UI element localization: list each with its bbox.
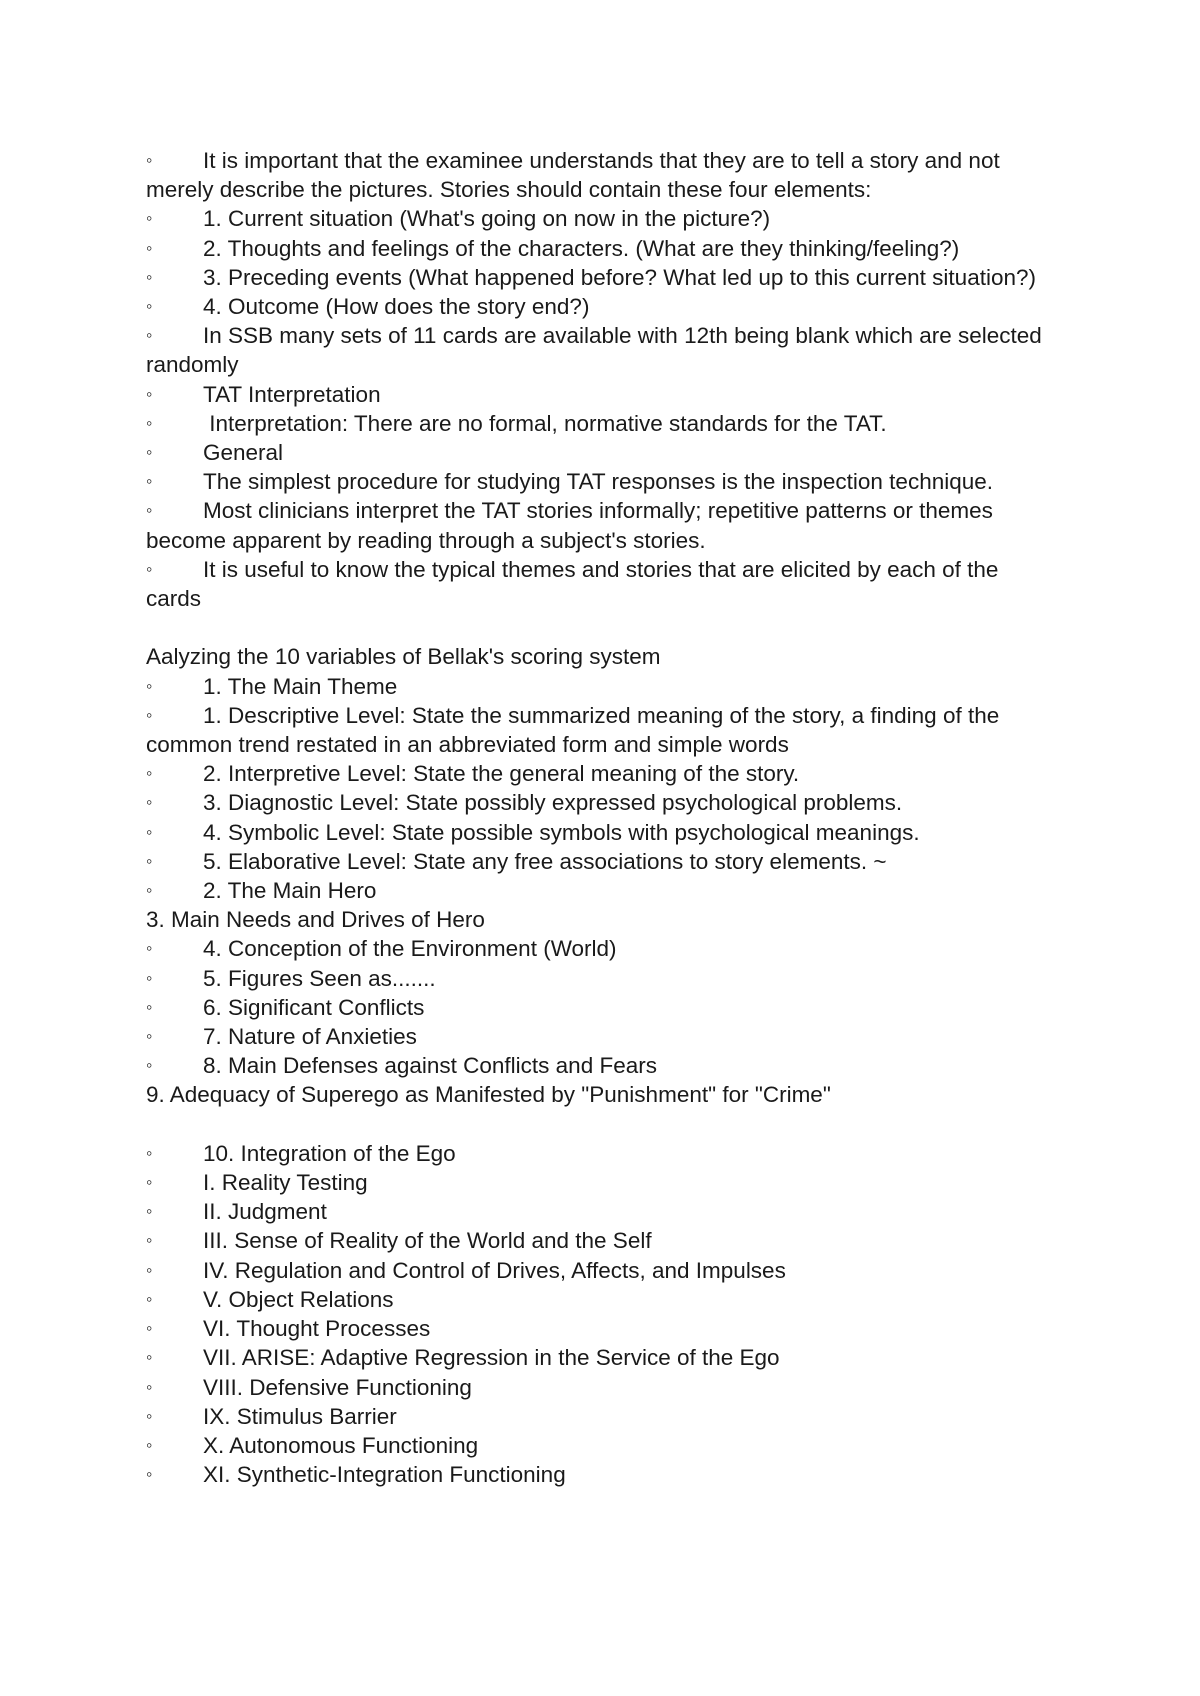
- line-text: I. Reality Testing: [203, 1170, 368, 1196]
- bullet-item: [146, 1226, 1046, 1255]
- bullet-marker: ◦: [146, 266, 153, 287]
- line-text: II. Judgment: [203, 1199, 327, 1225]
- bullet-marker: ◦: [146, 1405, 153, 1426]
- bullet-item: [146, 788, 1046, 817]
- bullet-item: [146, 1168, 1046, 1197]
- line-text: 3. Main Needs and Drives of Hero: [146, 907, 485, 933]
- bullet-marker: ◦: [146, 938, 153, 959]
- line-text: X. Autonomous Functioning: [203, 1432, 479, 1458]
- bullet-item: [146, 1431, 1046, 1460]
- bullet-marker: ◦: [146, 1142, 153, 1163]
- line-text: The simplest procedure for studying TAT responses is the inspection technique.: [203, 469, 994, 495]
- bullet-item: [146, 934, 1046, 963]
- line-text: General: [203, 440, 284, 466]
- line-text: IV. Regulation and Control of Drives, Affects, and Impulses: [203, 1257, 786, 1283]
- line-text: 2. Thoughts and feelings of the characters. (What are they thinking/feeling?): [203, 235, 960, 261]
- blank-line: [146, 613, 1046, 642]
- bullet-item: [146, 1256, 1046, 1285]
- bullet-item: [146, 234, 1046, 263]
- bullet-marker: ◦: [146, 383, 153, 404]
- bullet-item: [146, 1460, 1046, 1489]
- line-text: 1. The Main Theme: [203, 673, 398, 699]
- bullet-item: [146, 380, 1046, 409]
- bullet-marker: ◦: [146, 558, 153, 579]
- bullet-marker: ◦: [146, 1259, 153, 1280]
- line-text: 1. Current situation (What's going on now in the picture?): [203, 206, 771, 232]
- bullet-marker: ◦: [146, 150, 153, 170]
- line-text: Aalyzing the 10 variables of Bellak's scoring system: [146, 644, 661, 670]
- bullet-item: [146, 146, 1046, 204]
- bullet-item: [146, 1022, 1046, 1051]
- bullet-item: [146, 1373, 1046, 1402]
- bullet-item: [146, 409, 1046, 438]
- bullet-item: [146, 1197, 1046, 1226]
- line-text: 10. Integration of the Ego: [203, 1140, 456, 1166]
- bullet-item: [146, 1139, 1046, 1168]
- bullet-item: [146, 263, 1046, 292]
- bullet-marker: ◦: [146, 704, 153, 725]
- line-text: 9. Adequacy of Superego as Manifested by "Punishment" for "Crime": [146, 1082, 831, 1108]
- bullet-item: [146, 1343, 1046, 1372]
- bullet-marker: ◦: [146, 442, 153, 463]
- bullet-item: [146, 1314, 1046, 1343]
- text-line: [146, 905, 1046, 934]
- bullet-marker: ◦: [146, 1288, 153, 1309]
- text-line: [146, 1080, 1046, 1109]
- bullet-item: [146, 672, 1046, 701]
- bullet-marker: ◦: [146, 1347, 153, 1368]
- bullet-item: [146, 1402, 1046, 1431]
- line-text: It is important that the examinee understands that they are to tell a story and not merely describe the pictures. Stories should contain these four elements:: [146, 148, 1006, 203]
- line-text: 5. Figures Seen as.......: [203, 965, 436, 991]
- bullet-item: [146, 701, 1046, 759]
- line-text: 2. The Main Hero: [203, 878, 377, 904]
- bullet-item: [146, 1285, 1046, 1314]
- line-text: 7. Nature of Anxieties: [203, 1024, 417, 1050]
- bullet-marker: ◦: [146, 471, 153, 492]
- bullet-marker: ◦: [146, 792, 153, 813]
- bullet-item: [146, 292, 1046, 321]
- bullet-marker: ◦: [146, 880, 153, 901]
- bullet-item: [146, 818, 1046, 847]
- bullet-marker: ◦: [146, 1464, 153, 1485]
- line-text: 5. Elaborative Level: State any free associations to story elements. ~: [203, 848, 887, 874]
- bullet-item: [146, 555, 1046, 613]
- line-text: Most clinicians interpret the TAT stories informally; repetitive patterns or themes become apparent by reading through a subject's stories.: [146, 498, 1000, 553]
- bullet-item: [146, 876, 1046, 905]
- bullet-item: [146, 204, 1046, 233]
- bullet-marker: ◦: [146, 208, 153, 229]
- line-text: Interpretation: There are no formal, normative standards for the TAT.: [203, 410, 887, 436]
- line-text: 8. Main Defenses against Conflicts and Fears: [203, 1053, 657, 1079]
- bullet-item: [146, 759, 1046, 788]
- line-text: 4. Outcome (How does the story end?): [203, 294, 590, 320]
- bullet-marker: ◦: [146, 1376, 153, 1397]
- line-text: V. Object Relations: [203, 1286, 394, 1312]
- bullet-marker: ◦: [146, 1318, 153, 1339]
- blank-line: [146, 1110, 1046, 1139]
- line-text: VII. ARISE: Adaptive Regression in the Service of the Ego: [203, 1345, 780, 1371]
- bullet-marker: ◦: [146, 821, 153, 842]
- line-text: In SSB many sets of 11 cards are available with 12th being blank which are selected randomly: [146, 323, 1049, 378]
- bullet-item: [146, 467, 1046, 496]
- bullet-marker: ◦: [146, 1055, 153, 1076]
- text-line: [146, 642, 1046, 671]
- bullet-item: [146, 1051, 1046, 1080]
- document-body: [146, 146, 1049, 1489]
- bullet-marker: ◦: [146, 412, 153, 433]
- bullet-item: [146, 847, 1046, 876]
- line-text: It is useful to know the typical themes and stories that are elicited by each of the cards: [146, 556, 1005, 612]
- bullet-marker: ◦: [146, 296, 153, 317]
- bullet-marker: ◦: [146, 1434, 153, 1455]
- bullet-item: [146, 438, 1046, 467]
- bullet-marker: ◦: [146, 1172, 153, 1193]
- line-text: 6. Significant Conflicts: [203, 994, 425, 1020]
- line-text: III. Sense of Reality of the World and the Self: [203, 1228, 652, 1254]
- bullet-item: [146, 496, 1046, 554]
- bullet-marker: ◦: [146, 1230, 153, 1251]
- bullet-marker: ◦: [146, 850, 153, 871]
- bullet-marker: ◦: [146, 763, 153, 784]
- bullet-marker: ◦: [146, 237, 153, 258]
- bullet-item: [146, 321, 1049, 379]
- bullet-marker: ◦: [146, 1026, 153, 1047]
- line-text: 4. Conception of the Environment (World): [203, 936, 617, 962]
- bullet-marker: ◦: [146, 675, 153, 696]
- line-text: 3. Diagnostic Level: State possibly expressed psychological problems.: [203, 790, 903, 816]
- bullet-marker: ◦: [146, 1201, 153, 1222]
- line-text: 2. Interpretive Level: State the general meaning of the story.: [203, 761, 800, 787]
- bullet-item: [146, 993, 1046, 1022]
- bullet-item: [146, 964, 1046, 993]
- line-text: TAT Interpretation: [203, 381, 381, 407]
- bullet-marker: ◦: [146, 325, 153, 346]
- line-text: VI. Thought Processes: [203, 1316, 431, 1342]
- bullet-marker: ◦: [146, 967, 153, 988]
- line-text: 3. Preceding events (What happened before? What led up to this current situation?): [203, 264, 1036, 290]
- line-text: VIII. Defensive Functioning: [203, 1374, 472, 1400]
- line-text: 4. Symbolic Level: State possible symbols with psychological meanings.: [203, 819, 920, 845]
- line-text: IX. Stimulus Barrier: [203, 1403, 397, 1429]
- bullet-marker: ◦: [146, 500, 153, 521]
- line-text: 1. Descriptive Level: State the summarized meaning of the story, a finding of the common trend restated in an abbreviated form and simple words: [146, 702, 1006, 758]
- bullet-marker: ◦: [146, 996, 153, 1017]
- line-text: XI. Synthetic-Integration Functioning: [203, 1462, 566, 1488]
